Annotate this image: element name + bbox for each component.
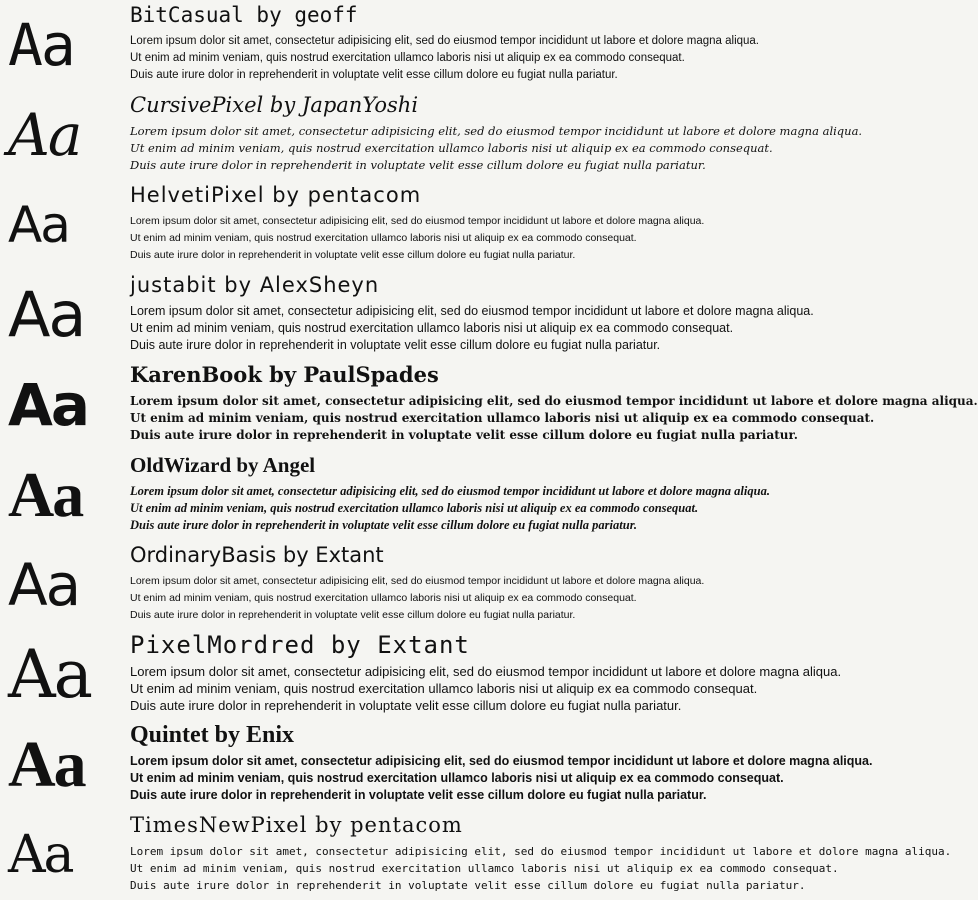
specimen-body [130,393,978,444]
lorem-line: Duis aute irure dolor in reprehenderit in voluptate velit esse cillum dolore eu fugiat nulla pariatur. [130,788,707,802]
specimen-title: OrdinaryBasis by Extant [130,543,384,567]
specimen-body [130,303,814,354]
specimen-title: CursivePixel by JapanYoshi [130,93,419,117]
lorem-line: Ut enim ad minim veniam, quis nostrud exercitation ullamco laboris nisi ut aliquip ex ea commodo consequat. [130,681,758,696]
lorem-line: Duis aute irure dolor in reprehenderit in voluptate velit esse cillum dolore eu fugiat nulla pariatur. [130,428,798,442]
lorem-line: Ut enim ad minim veniam, quis nostrud exercitation ullamco laboris nisi ut aliquip ex ea commodo consequat. [130,232,637,244]
lorem-line: Ut enim ad minim veniam, quis nostrud exercitation ullamco laboris nisi ut aliquip ex ea commodo consequat. [130,501,699,515]
lorem-line: Lorem ipsum dolor sit amet, consectetur adipisicing elit, sed do eiusmod tempor incididunt ut labore et dolore magna aliqua. [130,754,873,768]
lorem-line: Ut enim ad minim veniam, quis nostrud exercitation ullamco laboris nisi ut aliquip ex ea commodo consequat. [130,862,839,875]
specimen-title: TimesNewPixel by pentacom [130,813,463,837]
sample-glyph: Aa [8,825,73,885]
sample-glyph: Aa [8,728,85,801]
specimen-body [130,33,760,84]
specimen-title: Quintet by Enix [130,722,295,748]
specimen-quintet [0,720,873,810]
lorem-line: Lorem ipsum dolor sit amet, consectetur adipisicing elit, sed do eiusmod tempor incididunt ut labore et dolore magna aliqua. [130,304,814,318]
lorem-line: Ut enim ad minim veniam, quis nostrud exercitation ullamco laboris nisi ut aliquip ex ea commodo consequat. [130,411,875,425]
specimen-title: BitCasual by geoff [130,3,358,27]
lorem-line: Ut enim ad minim veniam, quis nostrud exercitation ullamco laboris nisi ut aliquip ex ea commodo consequat. [130,141,773,155]
sample-glyph: Aa [8,196,69,254]
specimen-title: justabit by AlexSheyn [130,273,380,297]
lorem-line: Lorem ipsum dolor sit amet, consectetur adipisicing elit, sed do eiusmod tempor incididunt ut labore et dolore magna aliqua. [130,845,952,858]
specimen-pixelmordred [0,630,842,720]
sample-glyph: Aa [8,551,80,619]
specimen-bitcasual [0,0,760,90]
sample-glyph: Aa [8,101,81,169]
specimen-title: PixelMordred by Extant [130,631,470,659]
specimen-body [130,483,770,534]
specimen-body [130,843,952,894]
lorem-line: Ut enim ad minim veniam, quis nostrud exercitation ullamco laboris nisi ut aliquip ex ea commodo consequat. [130,52,685,64]
sample-glyph: Aa [8,278,85,351]
specimen-oldwizard [0,450,770,540]
lorem-line: Duis aute irure dolor in reprehenderit in voluptate velit esse cillum dolore eu fugiat nulla pariatur. [130,698,682,713]
specimen-body [130,213,705,264]
specimen-body [130,123,863,174]
specimen-body [130,663,842,714]
sample-glyph: Aa [8,636,92,713]
specimen-karenbook [0,360,978,450]
lorem-line: Lorem ipsum dolor sit amet, consectetur adipisicing elit, sed do eiusmod tempor incididunt ut labore et dolore magna aliqua. [130,394,978,408]
specimen-body [130,753,873,804]
lorem-line: Duis aute irure dolor in reprehenderit in voluptate velit esse cillum dolore eu fugiat nulla pariatur. [130,69,618,81]
sample-glyph: Aa [8,11,74,79]
specimen-justabit [0,270,814,360]
lorem-line: Lorem ipsum dolor sit amet, consectetur adipisicing elit, sed do eiusmod tempor incididunt ut labore et dolore magna aliqua. [130,124,863,138]
lorem-line: Lorem ipsum dolor sit amet, consectetur adipisicing elit, sed do eiusmod tempor incididunt ut labore et dolore magna aliqua. [130,575,705,587]
sample-glyph: Aa [8,459,83,530]
lorem-line: Duis aute irure dolor in reprehenderit in voluptate velit esse cillum dolore eu fugiat nulla pariatur. [130,249,576,261]
lorem-line: Duis aute irure dolor in reprehenderit in voluptate velit esse cillum dolore eu fugiat nulla pariatur. [130,879,806,892]
specimen-ordinarybasis [0,540,705,630]
specimen-title: HelvetiPixel by pentacom [130,183,422,207]
specimen-helvetipixel [0,180,705,270]
lorem-line: Lorem ipsum dolor sit amet, consectetur adipisicing elit, sed do eiusmod tempor incididunt ut labore et dolore magna aliqua. [130,35,760,47]
lorem-line: Duis aute irure dolor in reprehenderit in voluptate velit esse cillum dolore eu fugiat nulla pariatur. [130,518,637,532]
sample-glyph: Aa [8,371,89,439]
lorem-line: Lorem ipsum dolor sit amet, consectetur adipisicing elit, sed do eiusmod tempor incididunt ut labore et dolore magna aliqua. [130,484,770,498]
lorem-line: Lorem ipsum dolor sit amet, consectetur adipisicing elit, sed do eiusmod tempor incididunt ut labore et dolore magna aliqua. [130,215,705,227]
lorem-line: Duis aute irure dolor in reprehenderit in voluptate velit esse cillum dolore eu fugiat nulla pariatur. [130,158,706,172]
specimen-title: KarenBook by PaulSpades [130,362,439,387]
lorem-line: Lorem ipsum dolor sit amet, consectetur adipisicing elit, sed do eiusmod tempor incididunt ut labore et dolore magna aliqua. [130,664,842,679]
lorem-line: Ut enim ad minim veniam, quis nostrud exercitation ullamco laboris nisi ut aliquip ex ea commodo consequat. [130,321,734,335]
lorem-line: Duis aute irure dolor in reprehenderit in voluptate velit esse cillum dolore eu fugiat nulla pariatur. [130,609,576,621]
specimen-timesnewpixel [0,810,952,900]
lorem-line: Ut enim ad minim veniam, quis nostrud exercitation ullamco laboris nisi ut aliquip ex ea commodo consequat. [130,592,637,604]
specimen-cursivepixel [0,90,863,180]
lorem-line: Duis aute irure dolor in reprehenderit in voluptate velit esse cillum dolore eu fugiat nulla pariatur. [130,338,661,352]
lorem-line: Ut enim ad minim veniam, quis nostrud exercitation ullamco laboris nisi ut aliquip ex ea commodo consequat. [130,771,784,785]
specimen-title: OldWizard by Angel [130,453,316,477]
specimen-body [130,573,705,624]
